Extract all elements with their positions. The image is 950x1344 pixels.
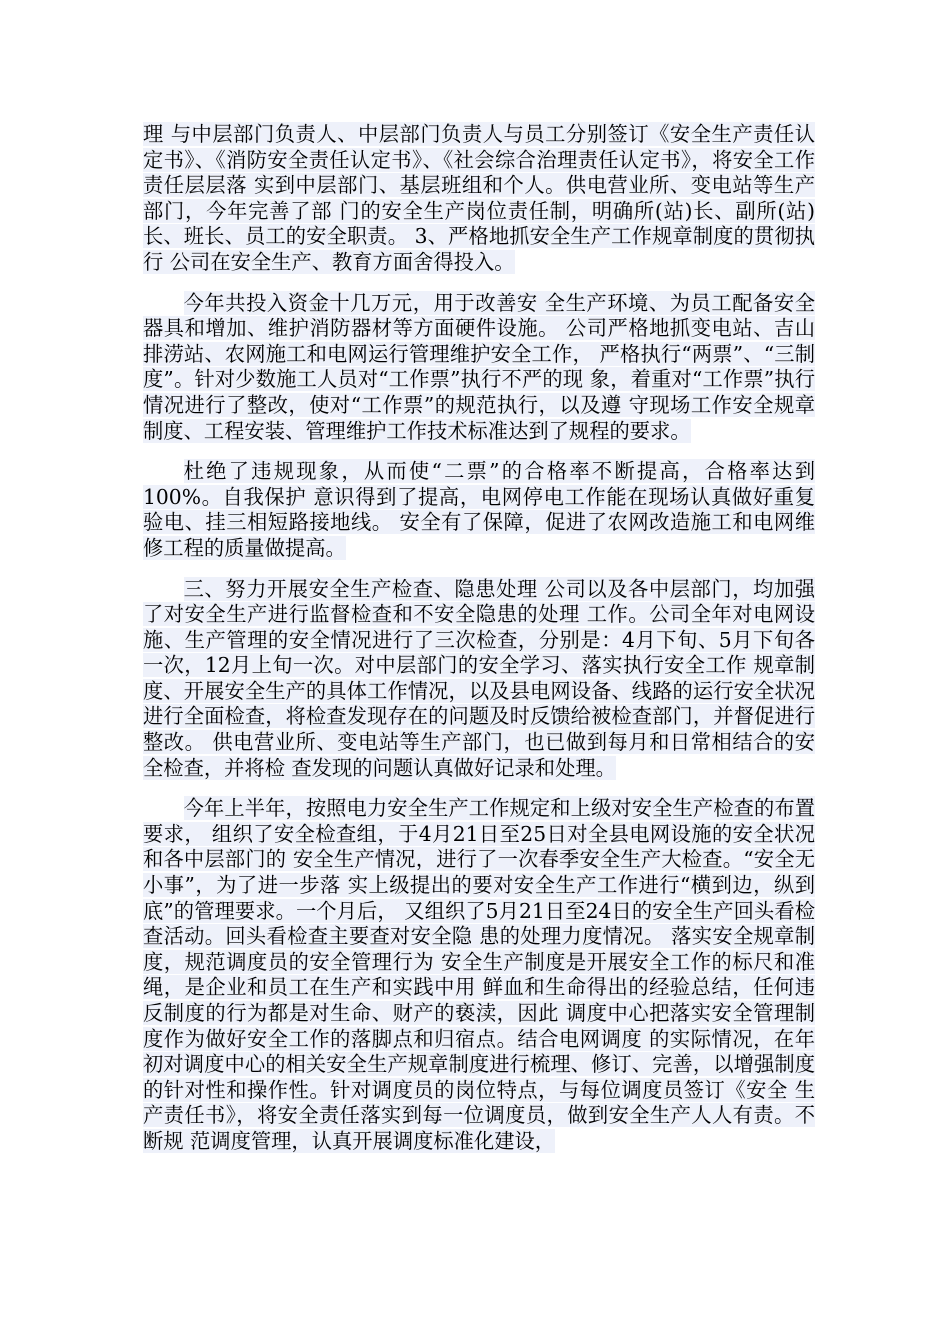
- paragraph-text: 三、努力开展安全生产检查、隐患处理 公司以及各中层部门，均加强了对安全生产进行监督检查和不安全隐患的处理 工作。公司全年对电网设施、生产管理的安全情况进行了三次检查，分别是：4月下旬、5月下旬各一次，12月上旬一次。对中层部门的安全学习、落实执行安全工作 规章制度、开展安全生产的具体工作情况，以及县电网设备、线路的运行安全状况 进行全面检查，将检查发现存在的问题及时反馈给被检查部门，并督促进行整改。 供电营业所、变电站等生产部门，也已做到每月和日常相结合的安全检查，并将检 查发现的问题认真做好记录和处理。: [143, 576, 815, 780]
- paragraph-3: [143, 459, 815, 561]
- paragraph-text: 今年共投入资金十几万元，用于改善安 全生产环境、为员工配备安全器具和增加、维护消防器材等方面硬件设施。 公司严格地抓变电站、吉山排涝站、农网施工和电网运行管理维护安全工作， 严格执行“两票”、“三制度”。针对少数施工人员对“工作票”执行不严的现 象，着重对“工作票”执行情况进行了整改，使对“工作票”的规范执行，以及遵 守现场工作安全规章制度、工程安装、管理维护工作技术标准达到了规程的要求。: [143, 290, 815, 443]
- paragraph-text: 今年上半年，按照电力安全生产工作规定和上级对安全生产检查的布置要求， 组织了安全检查组，于4月21日至25日对全县电网设施的安全状况和各中层部门的 安全生产情况，进行了一次春季安全生产大检查。“安全无小事”，为了进一步落 实上级提出的要对安全生产工作进行“横到边，纵到底”的管理要求。一个月后， 又组织了5月21日至24日的安全生产回头看检查活动。回头看检查主要查对安全隐 患的处理力度情况。 落实安全规章制度，规范调度员的安全管理行为 安全生产制度是开展安全工作的标尺和准绳，是企业和员工在生产和实践中用 鲜血和生命得出的经验总结，任何违反制度的行为都是对生命、财产的亵渎，因此 调度中心把落实安全管理制度作为做好安全工作的落脚点和归宿点。结合电网调度 的实际情况，在年初对调度中心的相关安全生产规章制度进行梳理、修订、完善，以增强制度的针对性和操作性。针对调度员的岗位特点，与每位调度员签订《安全 生产责任书》，将安全责任落实到每一位调度员，做到安全生产人人有责。不断规 范调度管理，认真开展调度标准化建设，: [143, 796, 815, 1153]
- paragraph-5: [143, 796, 815, 1154]
- paragraph-1: [143, 122, 815, 276]
- paragraph-4: [143, 577, 815, 782]
- document-body: [143, 122, 815, 1170]
- paragraph-text: 理 与中层部门负责人、中层部门负责人与员工分别签订《安全生产责任认定书》、《消防安全责任认定书》、《社会综合治理责任认定书》，将安全工作责任层层落 实到中层部门、基层班组和个人。供电营业所、变电站等生产部门，今年完善了部 门的安全生产岗位责任制，明确所(站)长、副所(站)长、班长、员工的安全职责。 3、严格地抓安全生产工作规章制度的贯彻执行 公司在安全生产、教育方面舍得投入。: [143, 122, 815, 274]
- paragraph-2: [143, 291, 815, 445]
- paragraph-text: 杜绝了违规现象，从而使“二票”的合格率不断提高，合格率达到100%。自我保护 意识得到了提高，电网停电工作能在现场认真做好重复验电、挂三相短路接地线。 安全有了保障，促进了农网改造施工和电网维修工程的质量做提高。: [143, 459, 815, 560]
